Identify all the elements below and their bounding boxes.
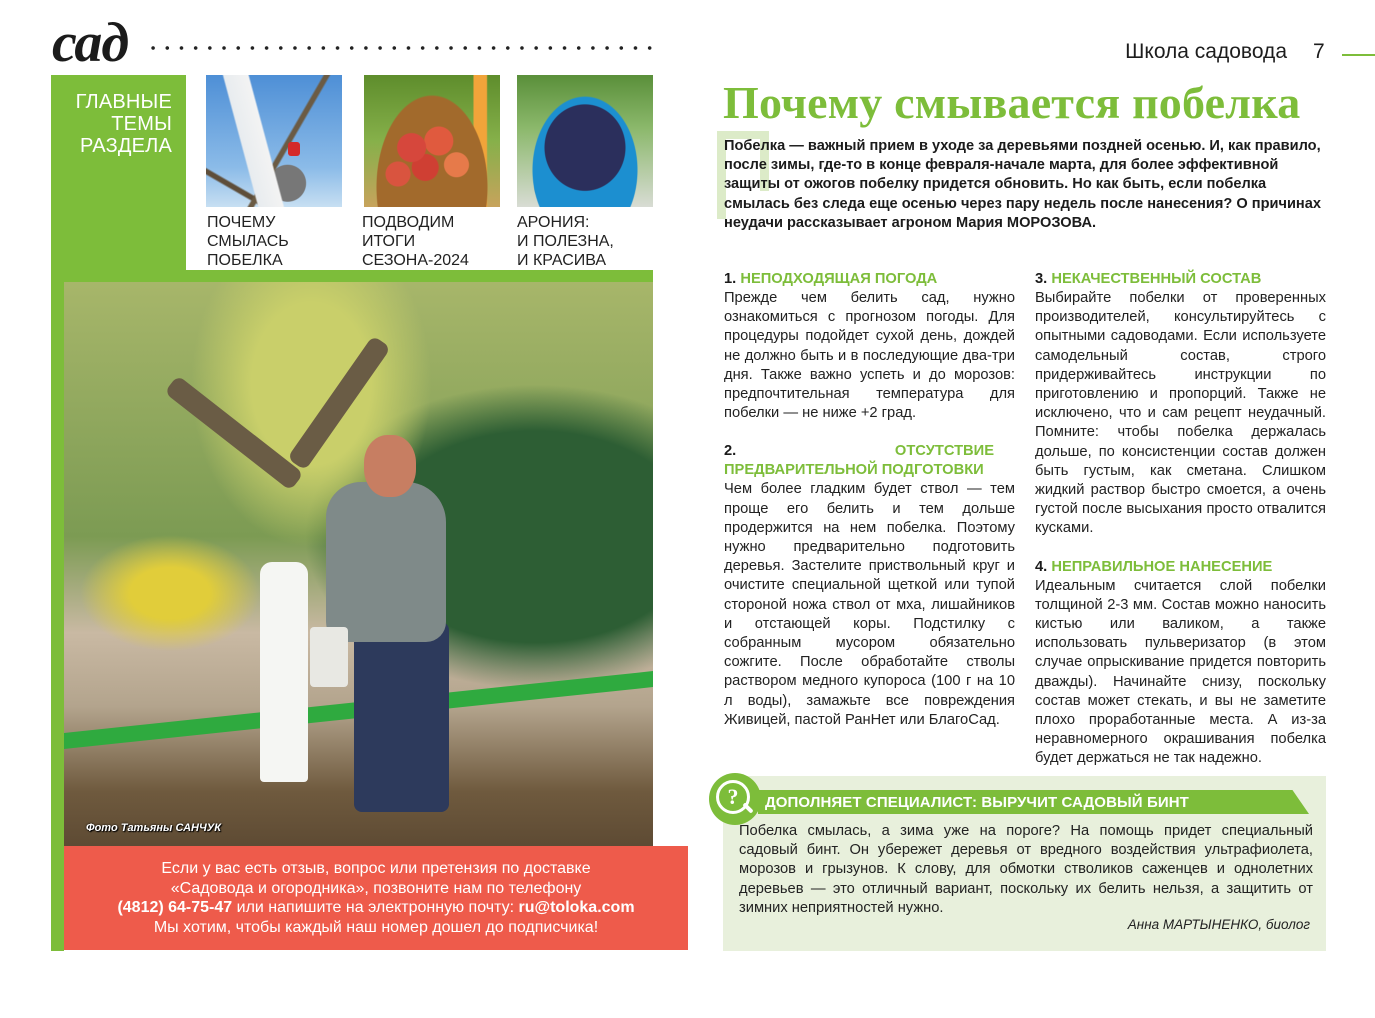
section-text: Чем более гладким будет ствол — тем проще его белить и тем дольше продержится на нем побелка. Поэтому нужно предварительно подготовить деревья. Застелите приствольный круг и очистите специальной щеткой или тупой стороной ножа ствол от мха, лишайников и отстающей коры. Подстилку с собранным мусором обязательно сожгите. После обработайте стволы раствором медного купороса (100 г на 10 л воды), замажьте все повреждения Живицей, пастой РанНет или БлагоСад. xyxy=(724,481,1015,728)
green-strip xyxy=(51,270,653,282)
topic-thumbnail-whitewash[interactable] xyxy=(206,75,342,207)
green-side-bar xyxy=(51,270,64,951)
section-heading xyxy=(724,270,1015,289)
article-title: Почему смывается побелка xyxy=(723,77,1301,128)
photo-branch xyxy=(164,375,304,491)
notice-line: Мы хотим, чтобы каждый наш номер дошел до подписчика! xyxy=(153,918,599,936)
photo-person-head xyxy=(364,435,416,497)
topic-caption[interactable]: ПОДВОДИМ ИТОГИ СЕЗОНА-2024 xyxy=(362,214,469,269)
main-photo xyxy=(64,282,653,848)
photo-credit: Фото Татьяны САНЧУК xyxy=(86,822,221,834)
section-title: НЕКАЧЕСТВЕННЫЙ СОСТАВ xyxy=(1051,271,1262,287)
section-heading xyxy=(724,442,994,480)
section-title: НЕПОДХОДЯЩАЯ ПОГОДА xyxy=(740,271,938,287)
delivery-notice xyxy=(64,846,688,950)
article-section xyxy=(1035,558,1326,769)
specialist-author: Анна МАРТЫНЕНКО, биолог xyxy=(1127,917,1310,932)
notice-line: Если у вас есть отзыв, вопрос или претензия по доставке xyxy=(161,860,591,877)
column-left xyxy=(724,270,1015,730)
section-heading xyxy=(1035,558,1326,577)
rubric-line xyxy=(1342,54,1375,56)
section-text: Идеальным считается слой побелки толщиной 2-3 мм. Состав можно наносить кистью или валиком, а также использовать пульверизатор (в этом случае опрыскивание придется повторить дважды). Начинайте снизу, поскольку состав может стекать, и вы не заметите плохо проработанные места. А из-за неравномерного окрашивания побелка будет держаться не так надежно. xyxy=(1035,577,1326,767)
page-number: 7 xyxy=(1313,40,1325,63)
notice-phone[interactable]: (4812) 64-75-47 xyxy=(117,899,233,916)
topic-thumbnail-apples[interactable] xyxy=(364,75,500,207)
question-mark: ? xyxy=(716,780,750,814)
section-text: Прежде чем белить сад, нужно ознакомиться с прогнозом погоды. Для процедуры подойдет сухой день, дождей не должно быть и в последующие два-три дня. Также важно успеть и до морозов: предпочтительная температура для побелки — не ниже +2 град. xyxy=(724,290,1015,422)
article-section xyxy=(724,442,1015,730)
notice-contact-line xyxy=(64,898,688,918)
ribbon-mark xyxy=(288,142,300,156)
notice-line: или напишите на электронную почту: xyxy=(232,899,519,916)
topic-caption[interactable]: АРОНИЯ: И ПОЛЕЗНА, И КРАСИВА xyxy=(517,214,614,269)
specialist-title: ДОПОЛНЯЕТ СПЕЦИАЛИСТ: ВЫРУЧИТ САДОВЫЙ БИНТ xyxy=(765,794,1189,811)
section-number: 4. xyxy=(1035,558,1048,575)
section-title: ОТСУТСТВИЕ ПРЕДВАРИТЕЛЬНОЙ ПОДГОТОВКИ xyxy=(724,443,994,479)
question-magnifier-icon xyxy=(709,773,761,825)
photo-whitewashed-trunk xyxy=(260,562,308,782)
article-lead: Побелка — важный прием в уходе за деревьями поздней осенью. И, как правило, после зимы, где-то в конце февраля-начале марта, для более эффективной защиты от ожогов побелку придется обновить. Но как быть, если побелка смылась без следа еще осенью через пару недель после нанесения? О причинах неудачи рассказывает агроном Мария МОРОЗОВА. xyxy=(724,138,1321,231)
topics-heading: ГЛАВНЫЕ ТЕМЫ РАЗДЕЛА xyxy=(75,91,172,157)
specialist-text: Побелка смылась, а зима уже на пороге? На помощь придет специальный садовый бинт. Он убережет деревья от вредного воздействия ультрафиолета, морозов и грызунов. К слову, для обмотки стволиков саженцев и однолетних деревьев — это отличный вариант, поскольку их белить нельзя, а защитить от зимних неприятностей нужно. xyxy=(739,823,1313,916)
section-number: 1. xyxy=(724,271,737,287)
spacer xyxy=(1035,539,1326,558)
topic-thumbnail-aronia[interactable] xyxy=(517,75,653,207)
column-right xyxy=(1035,270,1326,769)
notice-email[interactable]: ru@toloka.com xyxy=(518,899,635,916)
section-number: 2. xyxy=(724,443,737,460)
article-section xyxy=(724,270,1015,423)
section-title: сад xyxy=(52,12,129,74)
photo-bucket xyxy=(310,627,348,687)
photo-person-legs xyxy=(354,622,449,812)
specialist-box xyxy=(723,776,1326,951)
section-number: 3. xyxy=(1035,271,1048,287)
section-text: Выбирайте побелки от проверенных производителей, консультируйтесь с опытными садоводами. Если используете самодельный состав, строго придерживайтесь инструкции по приготовлению и пропорций. Также не исключено, что и сам рецепт неудачный. Помните: чтобы побелка держалась дольше, по консистенции состав должен быть густым, как сметана. Слишком жидкий раствор быстро смоется, а очень густой после высыхания просто отвалится кусками. xyxy=(1035,290,1326,537)
section-title: НЕПРАВИЛЬНОЕ НАНЕСЕНИЕ xyxy=(1051,558,1273,575)
topic-caption[interactable]: ПОЧЕМУ СМЫЛАСЬ ПОБЕЛКА xyxy=(207,214,289,269)
dotted-rule xyxy=(146,45,656,51)
article-section xyxy=(1035,270,1326,539)
notice-line: «Садовода и огородника», позвоните нам по телефону xyxy=(170,879,582,897)
rubric: Школа садовода xyxy=(1125,40,1287,63)
spacer xyxy=(724,423,1015,442)
photo-person-jacket xyxy=(326,482,446,642)
section-heading xyxy=(1035,270,1326,289)
